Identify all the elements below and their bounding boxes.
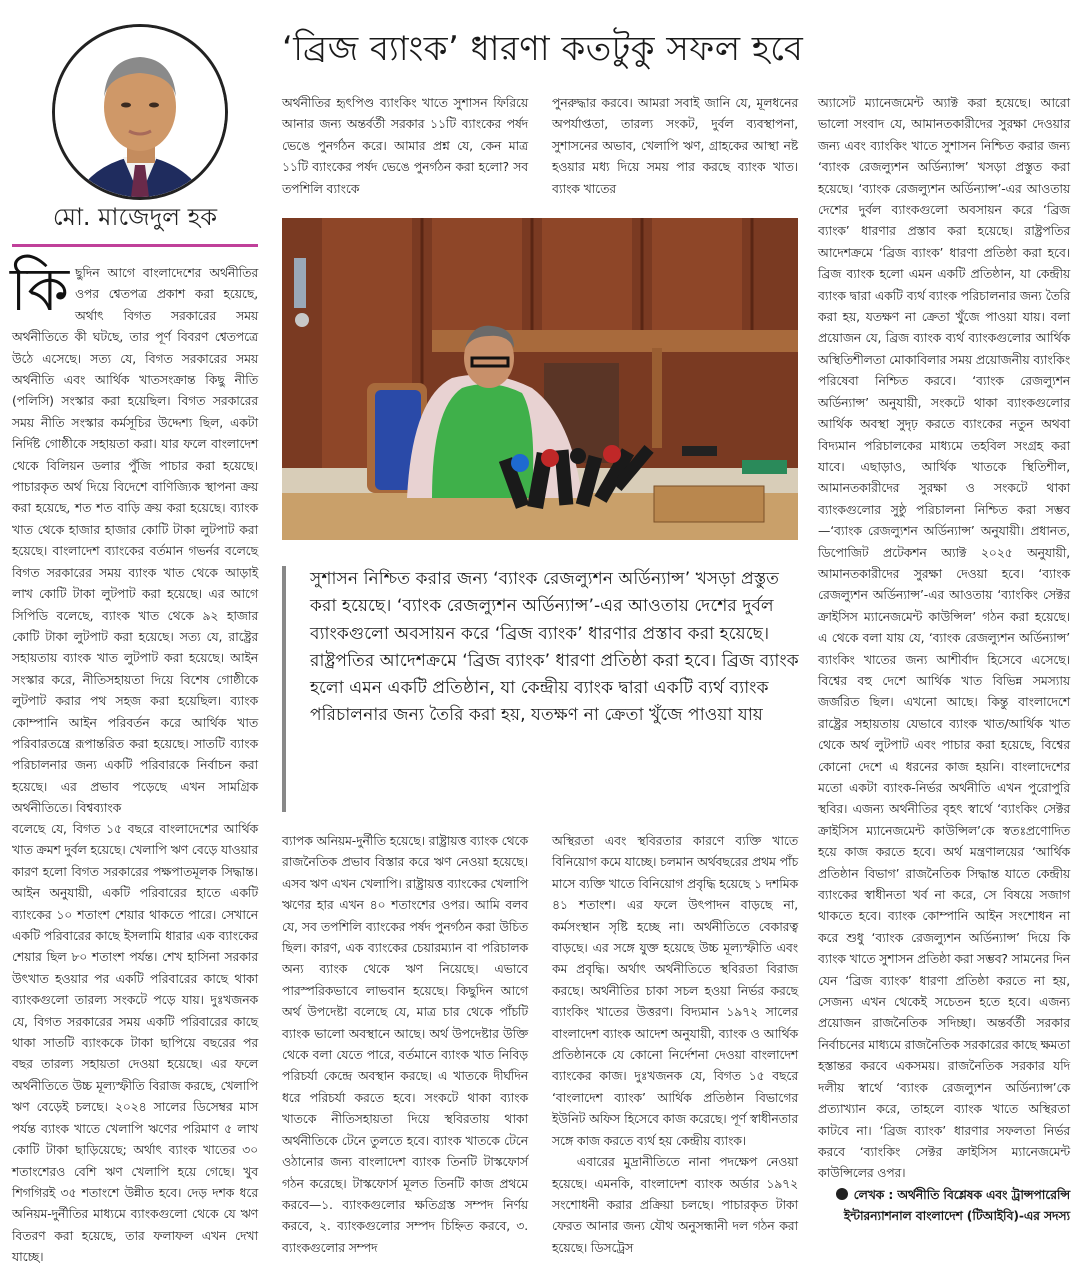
author-portrait-icon xyxy=(55,27,225,197)
press-briefing-photo-icon xyxy=(282,218,798,540)
pull-quote xyxy=(282,566,802,812)
article-headline: ‘ব্রিজ ব্যাংক’ ধারণা কতটুকু সফল হবে xyxy=(282,29,804,69)
article-photo xyxy=(282,218,798,540)
author-name: মো. মাজেদুল হক xyxy=(52,203,218,231)
author-divider xyxy=(12,244,258,247)
byline-text: লেখক : অর্থনীতি বিশ্লেষক এবং ট্রান্সপারেন্সি ইন্টারন্যাশনাল বাংলাদেশ (টিআইবি)-এর সদস্য xyxy=(843,1186,1070,1224)
column-3-bottom xyxy=(552,830,798,1258)
body-paragraph: বলেছে যে, বিগত ১৫ বছরে বাংলাদেশের আর্থিক খাত ক্রমশ দুর্বল হয়েছে। খেলাপি ঋণ বেড়ে যাওয়ার কারণ হলো বিগত সরকারের পক্ষপাতমূলক সিদ্ধান্ত। আইন অনুযায়ী, একটি পরিবারের হাতে একটি ব্যাংকের ১০ শতাংশ শেয়ার থাকতে পারে। সেখানে একটি পরিবারের কাছে ইসলামি ধারার এক ব্যাংকের শেয়ার ছিল ৮০ শতাংশ পর্যন্ত। শেখ হাসিনা সরকার উৎখাত হওয়ার পর একটি পরিবারের কাছে থাকা ব্যাংকগুলো তারল্য সংকটে পড়ে যায়। দুঃখজনক যে, বিগত সরকারের সময় একটি পরিবারের কাছে থাকা সাতটি ব্যাংককে টাকা ছাপিয়ে বছরের পর বছর তারল্য সহায়তা দেওয়া হয়েছে। এর ফলে অর্থনীতিতে উচ্চ মূল্যস্ফীতি বিরাজ করছে, খেলাপি ঋণ বেড়েই চলছে। ২০২৪ সালের ডিসেম্বর মাস পর্যন্ত ব্যাংক খাতে খেলাপি ঋণের পরিমাণ ৫ লাখ কোটি টাকা ছাড়িয়েছে; অর্থাৎ ব্যাংক খাতের ৩০ শতাংশেরও বেশি ঋণ খেলাপি হয়ে গেছে। খুব শিগগিরই ৩৫ শতাংশে উন্নীত হবে। দেড় দশক ধরে অনিয়ম-দুর্নীতির মাধ্যমে ব্যাংকগুলো থেকে যে ঋণ বিতরণ করা হয়েছে, তার ফলাফল এখন দেখা যাচ্ছে। xyxy=(12,821,259,1265)
body-paragraph: ছুদিন আগে বাংলাদেশের অর্থনীতির ওপর শ্বেতপত্র প্রকাশ করা হয়েছে, অর্থাৎ বিগত সরকারের সময় অর্থনীতিতে কী ঘটছে, তার পূর্ণ বিবরণ শ্বেতপত্রে উঠে এসেছে। সত্য যে, বিগত সরকারের সময় অর্থনীতি এবং আর্থিক খাতসংক্রান্ত কিছু নীতি (পলিসি) সংস্কার করা হয়েছিল। বিগত সরকারের সময় নীতি সংস্কার কর্মসূচির উদ্দেশ্য ছিল, একটা নির্দিষ্ট গোষ্ঠীকে সহায়তা করা। যার ফলে বাংলাদেশ থেকে বিলিয়ন ডলার পুঁজি পাচার করা হয়েছে। পাচারকৃত অর্থ দিয়ে বিদেশে বাণিজ্যিক স্থাপনা ক্রয় করা হয়েছে, শত শত বাড়ি ক্রয় করা হয়েছে। ব্যাংক খাত থেকে হাজার হাজার কোটি টাকা লুটপাট করা হয়েছে। বাংলাদেশ ব্যাংকের বর্তমান গভর্নর বলেছে বিগত সরকারের সময় ব্যাংক খাত থেকে আড়াই লাখ কোটি টাকা লুটপাট করা হয়েছে। এর আগে সিপিডি বলেছে, ব্যাংক খাত থেকে ৯২ হাজার কোটি টাকা লুটপাট করা হয়েছে। সত্য যে, রাষ্ট্রের সহায়তায় ব্যাংক খাত লুটপাট করা হয়েছে। আইন সংস্কার করে, নীতিসহায়তা দিয়ে বিশেষ গোষ্ঠীকে লুটপাট করার পথ সহজ করা হয়েছিল। ব্যাংক কোম্পানি আইন পরিবর্তন করে আর্থিক খাত পরিবারতন্ত্রে রূপান্তরিত করা হয়েছে। সাতটি ব্যাংক পরিচালনার জন্য একটি পরিবারকে নির্বাচন করা হয়েছে। এর প্রভাব পড়েছে এখন সামগ্রিক অর্থনীতিতে। বিশ্বব্যাংক xyxy=(12,265,258,816)
author-photo xyxy=(52,24,228,200)
column-2-top xyxy=(282,92,528,199)
body-paragraph: অর্থনীতির হৃৎপিণ্ড ব্যাংকিং খাতে সুশাসন ফিরিয়ে আনার জন্য অন্তর্বর্তী সরকার ১১টি ব্যাংকের পর্ষদ ভেঙে পুনর্গঠন করে। আমার প্রশ্ন যে, কেন মাত্র ১১টি ব্যাংকের পর্ষদ ভেঙে পুনর্গঠন করা হলো? সব তপশিলি ব্যাংকে xyxy=(282,95,528,196)
column-2-bottom xyxy=(282,830,528,1258)
bullet-icon xyxy=(836,1188,848,1200)
column-3-top xyxy=(552,92,798,199)
body-paragraph: অ্যাসেট ম্যানেজমেন্ট অ্যাক্ট করা হয়েছে। আরো ভালো সংবাদ যে, আমানতকারীদের সুরক্ষা দেওয়ার জন্য এবং ব্যাংকিং খাতে সুশাসন নিশ্চিত করার জন্য ‘ব্যাংক রেজল্যুশন অর্ডিন্যান্স’ খসড়া প্রস্তুত করা হয়েছে। ‘ব্যাংক রেজল্যুশন অর্ডিন্যান্স’-এর আওতায় দেশের দুর্বল ব্যাংকগুলো অবসায়ন করে ‘ব্রিজ ব্যাংক’ ধারণার প্রস্তাব করা হয়েছে। রাষ্ট্রপতির আদেশক্রমে ‘ব্রিজ ব্যাংক’ ধারণা প্রতিষ্ঠা করা হবে। ব্রিজ ব্যাংক হলো এমন একটি প্রতিষ্ঠান, যা কেন্দ্রীয় ব্যাংক দ্বারা একটি ব্যর্থ ব্যাংক পরিচালনার জন্য তৈরি করা হয়, যতক্ষণ না ক্রেতা খুঁজে পাওয়া যায়। বলা প্রয়োজন যে, ব্রিজ ব্যাংক ব্যর্থ ব্যাংকগুলোর আর্থিক অস্থিতিশীলতা মোকাবিলার সময় প্রয়োজনীয় ব্যাংকিং পরিষেবা নিশ্চিত করবে। ‘ব্যাংক রেজল্যুশন অর্ডিন্যান্স’ অনুযায়ী, সংকটে থাকা ব্যাংকগুলোর আর্থিক অবস্থা সুদৃঢ় করতে ব্যাংকের নতুন অথবা বিদ্যমান পরিচালকের মাধ্যমে তহবিল সংগ্রহ করা যাবে। এছাড়াও, আর্থিক খাতকে স্থিতিশীল, আমানতকারীদের সুরক্ষা ও সংকটে থাকা ব্যাংকগুলোর সুষ্ঠু পরিচালনা নিশ্চিত করা সম্ভব—‘ব্যাংক রেজল্যুশন অর্ডিন্যান্স’ অনুযায়ী। প্রধানত, ডিপোজিট প্রটেকশন অ্যাক্ট ২০২৫ অনুযায়ী, আমানতকারীদের সুরক্ষা দেওয়া হবে। ‘ব্যাংক রেজল্যুশন অর্ডিন্যান্স’-এর আওতায় ‘ব্যাংকিং সেক্টর ক্রাইসিস ম্যানেজমেন্ট কাউন্সিল’ গঠন করা হয়েছে। এ থেকে বলা যায় যে, ‘ব্যাংক রেজল্যুশন অর্ডিন্যান্স’ ব্যাংকিং খাতের জন্য আশীর্বাদ হিসেবে এসেছে। বিশ্বের বহু দেশে আর্থিক খাত বিভিন্ন সমস্যায় জর্জরিত ছিল। এখনো আছে। কিন্তু বাংলাদেশে রাষ্ট্রের সহায়তায় যেভাবে ব্যাংক খাত/আর্থিক খাত থেকে অর্থ লুটপাট এবং পাচার করা হয়েছে, বিশ্বের কোনো দেশে এ ধরনের কাজ হয়নি। বাংলাদেশের মতো একটা ব্যাংক-নির্ভর অর্থনীতি এখন পুরোপুরি স্থবির। এজন্য অর্থনীতির বৃহৎ স্বার্থে ‘ব্যাংকিং সেক্টর ক্রাইসিস ম্যানেজমেন্ট কাউন্সিল’কে স্বতঃপ্রণোদিত হয়ে কাজ করতে হবে। অর্থ মন্ত্রণালয়ের ‘আর্থিক প্রতিষ্ঠান বিভাগ’ রাজনৈতিক সিদ্ধান্ত যাতে কেন্দ্রীয় ব্যাংকের স্বাধীনতা খর্ব না করে, সে বিষয়ে সজাগ থাকতে হবে। ব্যাংক কোম্পানি আইন সংশোধন না করে শুধু ‘ব্যাংক রেজল্যুশন অর্ডিন্যান্স’ দিয়ে কি ব্যাংক খাতে সুশাসন প্রতিষ্ঠা করা সম্ভব? সামনের দিন যেন ‘ব্রিজ ব্যাংক’ ধারণা প্রতিষ্ঠা করতে না হয়, সেজন্য এখন থেকেই সচেতন হতে হবে। এজন্য প্রয়োজন রাজনৈতিক সদিচ্ছা। অন্তর্বর্তী সরকার নির্বাচনের মাধ্যমে রাজনৈতিক সরকারের কাছে ক্ষমতা হস্তান্তর করবে একসময়। রাজনৈতিক সরকার যদি দলীয় স্বার্থে ‘ব্যাংক রেজল্যুশন অর্ডিন্যান্স’কে প্রত্যাখ্যান করে, তাহলে ব্যাংক খাতে অস্থিরতা কাটবে না। ‘ব্রিজ ব্যাংক’ ধারণার সফলতা নির্ভর করবে ‘ব্যাংকিং সেক্টর ক্রাইসিস ম্যানেজমেন্ট কাউন্সিলের ওপর। xyxy=(818,95,1070,1181)
pull-quote-text: সুশাসন নিশ্চিত করার জন্য ‘ব্যাংক রেজল্যুশন অর্ডিন্যান্স’ খসড়া প্রস্তুত করা হয়েছে। ‘ব্যাংক রেজল্যুশন অর্ডিন্যান্স’-এর আওতায় দেশের দুর্বল ব্যাংকগুলো অবসায়ন করে ‘ব্রিজ ব্যাংক’ ধারণার প্রস্তাব করা হয়েছে। রাষ্ট্রপতির আদেশক্রমে ‘ব্রিজ ব্যাংক’ ধারণা প্রতিষ্ঠা করা হবে। ব্রিজ ব্যাংক হলো এমন একটি প্রতিষ্ঠান, যা কেন্দ্রীয় ব্যাংক দ্বারা একটি ব্যর্থ ব্যাংক পরিচালনার জন্য তৈরি করা হয়, যতক্ষণ না ক্রেতা খুঁজে পাওয়া যায় xyxy=(310,569,799,726)
body-paragraph: এবারের মুদ্রানীতিতে নানা পদক্ষেপ নেওয়া হয়েছে। এমনকি, বাংলাদেশ ব্যাংক অর্ডার ১৯৭২ সংশোধনী করার প্রক্রিয়া চলছে। পাচারকৃত টাকা ফেরত আনার জন্য যৌথ অনুসন্ধানী দল গঠন করা হয়েছে। ডিসট্রেস xyxy=(552,1154,798,1255)
author-byline xyxy=(818,1184,1070,1227)
column-4 xyxy=(818,92,1070,1227)
body-paragraph: পুনরুদ্ধার করবে। আমরা সবাই জানি যে, মূলধনের অপর্যাপ্ততা, তারল্য সংকট, দুর্বল ব্যবস্থাপনা, সুশাসনের অভাব, খেলাপি ঋণ, গ্রাহকের আস্থা নষ্ট হওয়ার মধ্য দিয়ে সময় পার করছে ব্যাংক খাত। ব্যাংক খাতের xyxy=(552,95,798,196)
dropcap: কি xyxy=(10,255,69,325)
column-1-top xyxy=(10,255,258,819)
column-1-bottom xyxy=(12,818,258,1268)
body-paragraph: অস্থিরতা এবং স্থবিরতার কারণে ব্যক্তি খাতে বিনিয়োগ কমে যাচ্ছে। চলমান অর্থবছরের প্রথম পাঁচ মাসে ব্যক্তি খাতে বিনিয়োগ প্রবৃদ্ধি হয়েছে ১ দশমিক ৪১ শতাংশ। এর ফলে উৎপাদন বাড়ছে না, কর্মসংস্থান সৃষ্টি হচ্ছে না। অর্থনীতিতে বেকারত্ব বাড়ছে। এর সঙ্গে যুক্ত হয়েছে উচ্চ মূল্যস্ফীতি এবং কম প্রবৃদ্ধি। অর্থাৎ অর্থনীতিতে স্থবিরতা বিরাজ করছে। অর্থনীতির চাকা সচল হওয়া নির্ভর করছে ব্যাংকিং খাতের উত্তরণ। বিদ্যমান ১৯৭২ সালের বাংলাদেশ ব্যাংক আদেশ অনুযায়ী, ব্যাংক ও আর্থিক প্রতিষ্ঠানকে যে কোনো নির্দেশনা দেওয়া বাংলাদেশ ব্যাংকের কাজ। দুঃখজনক যে, বিগত ১৫ বছরে ‘বাংলাদেশ ব্যাংক’ আর্থিক প্রতিষ্ঠান বিভাগের ইউনিট অফিস হিসেবে কাজ করেছে। পূর্ণ স্বাধীনতার সঙ্গে কাজ করতে ব্যর্থ হয় কেন্দ্রীয় ব্যাংক। xyxy=(552,833,798,1148)
body-paragraph: ব্যাপক অনিয়ম-দুর্নীতি হয়েছে। রাষ্ট্রায়ত্ত ব্যাংক থেকে রাজনৈতিক প্রভাব বিস্তার করে ঋণ নেওয়া হয়েছে। এসব ঋণ এখন খেলাপি। রাষ্ট্রায়ত্ত ব্যাংকের খেলাপি ঋণের হার এখন ৪০ শতাংশের ওপর। আমি বলব যে, সব তপশিলি ব্যাংকের পর্ষদ পুনর্গঠন করা উচিত ছিল। কারণ, এক ব্যাংকের চেয়ারম্যান বা পরিচালক অন্য ব্যাংক থেকে ঋণ নিয়েছে। এভাবে পারস্পরিকভাবে লাভবান হয়েছে। কিছুদিন আগে অর্থ উপদেষ্টা বলেছে যে, মাত্র চার থেকে পাঁচটি ব্যাংক ভালো অবস্থানে আছে। অর্থ উপদেষ্টার উক্তি থেকে বলা যেতে পারে, বর্তমানে ব্যাংক খাত নিবিড় পরিচর্যা কেন্দ্রে অবস্থান করছে। এ খাতকে দীর্ঘদিন ধরে পরিচর্যা করতে হবে। সংকটে থাকা ব্যাংক খাতকে নীতিসহায়তা দিয়ে স্থবিরতায় থাকা অর্থনীতিকে টেনে তুলতে হবে। ব্যাংক খাতকে টেনে ওঠানোর জন্য বাংলাদেশ ব্যাংক তিনটি টাস্কফোর্স গঠন করেছে। টাস্কফোর্স মূলত তিনটি কাজ প্রথমে করবে—১. ব্যাংকগুলোর ক্ষতিগ্রস্ত সম্পদ নির্ণয় করবে, ২. ব্যাংকগুলোর সম্পদ চিহ্নিত করবে, ৩. ব্যাংকগুলোর সম্পদ xyxy=(282,833,528,1255)
